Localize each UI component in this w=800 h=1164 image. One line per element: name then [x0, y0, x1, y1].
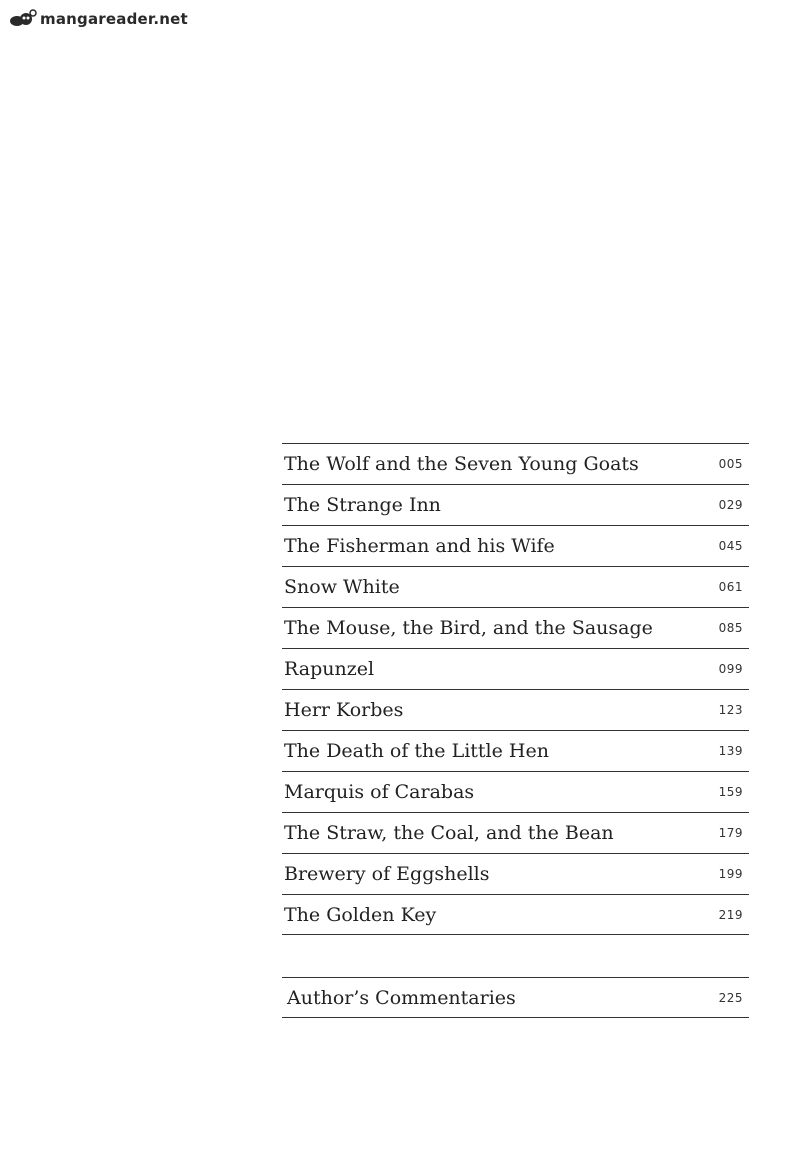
- toc-title: The Fisherman and his Wife: [284, 535, 555, 557]
- toc-row: [282, 566, 749, 607]
- toc-page-number: 179: [718, 826, 743, 840]
- toc-title: Brewery of Eggshells: [284, 863, 490, 885]
- toc-title: Marquis of Carabas: [284, 781, 475, 803]
- toc-row: [282, 730, 749, 771]
- toc-title: The Mouse, the Bird, and the Sausage: [284, 617, 653, 639]
- toc-page-number: 045: [718, 539, 743, 553]
- watermark: [8, 6, 188, 32]
- toc-page-number: 085: [718, 621, 743, 635]
- toc-row: [282, 689, 749, 730]
- toc-title: The Golden Key: [284, 903, 437, 926]
- toc-row: [282, 525, 749, 566]
- toc-page-number: 005: [718, 457, 743, 471]
- mangareader-logo-icon: [8, 8, 38, 30]
- toc-page-number: 123: [718, 703, 743, 717]
- toc-page-number: 061: [718, 580, 743, 594]
- toc-title: The Death of the Little Hen: [284, 740, 549, 762]
- toc-title: Herr Korbes: [284, 699, 404, 721]
- toc-title: The Straw, the Coal, and the Bean: [284, 822, 614, 844]
- toc-row: [282, 894, 749, 935]
- toc-page-number: 139: [718, 744, 743, 758]
- toc-title: Author’s Commentaries: [287, 986, 516, 1009]
- toc-row: [282, 648, 749, 689]
- toc-row: [282, 977, 749, 1018]
- table-of-contents: [282, 443, 749, 935]
- toc-page-number: 199: [718, 867, 743, 881]
- toc-row: [282, 484, 749, 525]
- toc-row: [282, 812, 749, 853]
- toc-title: The Wolf and the Seven Young Goats: [284, 453, 639, 475]
- toc-page-number: 029: [718, 498, 743, 512]
- toc-row: [282, 443, 749, 484]
- toc-title: The Strange Inn: [284, 494, 441, 516]
- toc-row: [282, 771, 749, 812]
- toc-page-number: 159: [718, 785, 743, 799]
- toc-row: [282, 607, 749, 648]
- toc-page-number: 219: [718, 907, 743, 922]
- toc-title: Rapunzel: [284, 658, 375, 680]
- toc-title: Snow White: [284, 576, 400, 598]
- table-of-contents-appendix: [282, 977, 749, 1018]
- toc-page-number: 225: [718, 990, 743, 1005]
- watermark-text: mangareader.net: [40, 10, 188, 28]
- toc-row: [282, 853, 749, 894]
- toc-page-number: 099: [718, 662, 743, 676]
